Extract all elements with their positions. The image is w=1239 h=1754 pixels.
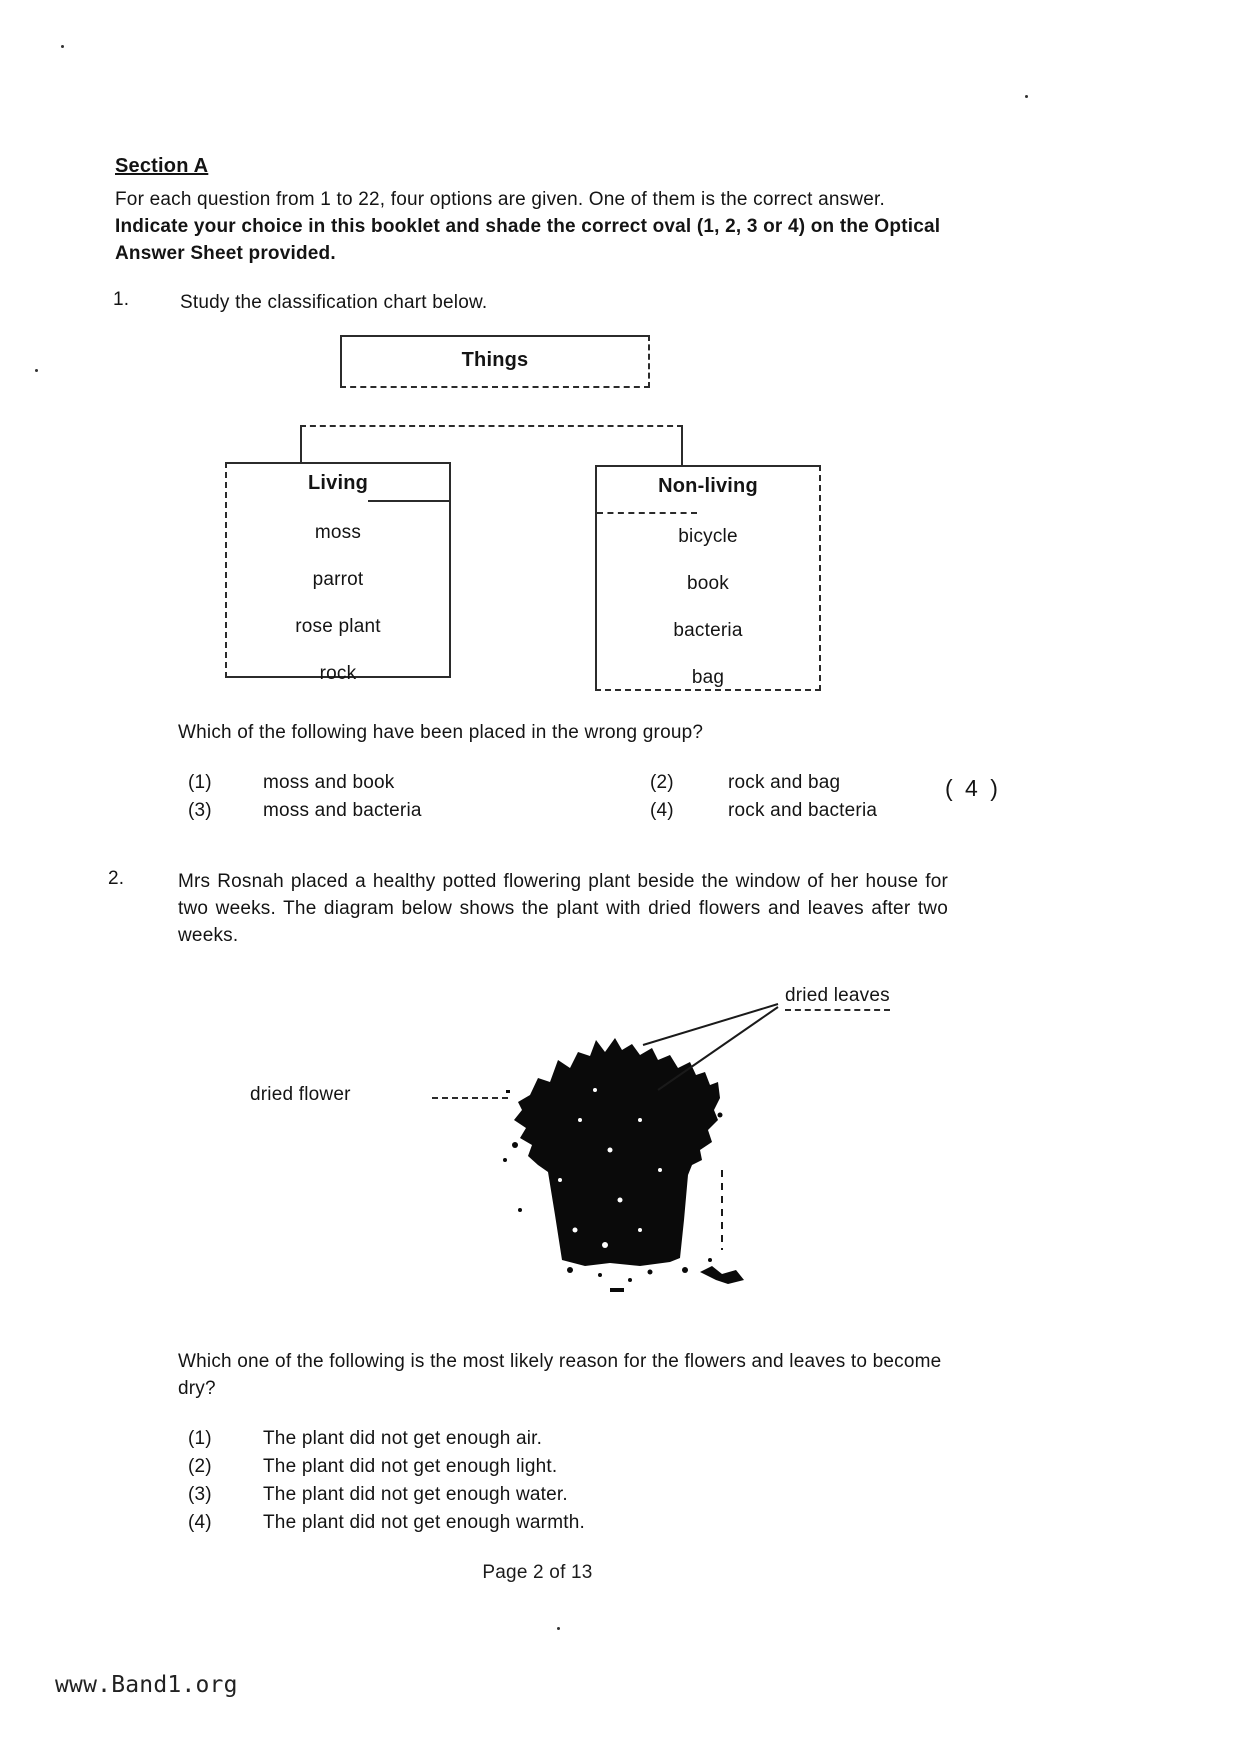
scan-speck bbox=[35, 369, 38, 372]
section-title: Section A bbox=[115, 155, 209, 177]
chart-living-title: Living bbox=[307, 472, 369, 494]
dried-leaves-label: dried leaves bbox=[785, 985, 890, 1011]
chart-living-item: rock bbox=[319, 663, 357, 684]
q1-option-1-text: moss and book bbox=[263, 772, 395, 793]
q2-option-1-text: The plant did not get enough air. bbox=[263, 1428, 543, 1449]
chart-living-item: parrot bbox=[312, 569, 364, 590]
q2-option-1-num: (1) bbox=[188, 1428, 212, 1449]
chart-nonliving-title: Non-living bbox=[658, 475, 758, 497]
plant-silhouette bbox=[514, 1038, 720, 1266]
chart-branch-stub-right bbox=[681, 425, 683, 466]
scan-speck bbox=[557, 1627, 560, 1630]
chart-nonliving-item: bacteria bbox=[673, 620, 743, 641]
q1-option-3-text: moss and bacteria bbox=[263, 800, 422, 821]
dried-leaves-pointer-line bbox=[643, 1004, 778, 1045]
q1-option-4-text: rock and bacteria bbox=[728, 800, 878, 821]
scan-speck bbox=[61, 45, 64, 48]
chart-living-item: rose plant bbox=[295, 616, 381, 637]
instructions-normal: For each question from 1 to 22, four options are given. One of them is the correct answer. bbox=[115, 189, 885, 210]
plant-debris bbox=[700, 1266, 744, 1284]
q1-option-4-num: (4) bbox=[650, 800, 674, 821]
q2-option-4-text: The plant did not get enough warmth. bbox=[263, 1512, 585, 1533]
chart-nonliving-item: bicycle bbox=[678, 526, 738, 547]
q1-prompt: Study the classification chart below. bbox=[180, 292, 488, 313]
watermark-url: www.Band1.org bbox=[55, 1672, 238, 1698]
chart-living-box bbox=[225, 462, 451, 684]
q2-option-2-text: The plant did not get enough light. bbox=[263, 1456, 558, 1477]
q2-option-3-text: The plant did not get enough water. bbox=[263, 1484, 568, 1505]
chart-living-title-rule bbox=[368, 500, 451, 502]
chart-nonliving-box bbox=[595, 465, 821, 691]
chart-living-item: moss bbox=[314, 522, 362, 543]
instructions-bold: Indicate your choice in this booklet and shade the correct oval (1, 2, 3 or 4) on the Optical Answer Sheet provided. bbox=[115, 216, 941, 264]
chart-nonliving-item: bag bbox=[691, 667, 725, 688]
dried-leaves-pointer-line bbox=[658, 1007, 778, 1090]
q1-number: 1. bbox=[113, 289, 130, 310]
q2-option-3-num: (3) bbox=[188, 1484, 212, 1505]
q2-number: 2. bbox=[108, 868, 125, 889]
q1-option-2-num: (2) bbox=[650, 772, 674, 793]
q1-option-1-num: (1) bbox=[188, 772, 212, 793]
chart-root-box bbox=[340, 335, 650, 388]
chart-branch-stub-left bbox=[300, 425, 302, 462]
q2-option-2-num: (2) bbox=[188, 1456, 212, 1477]
q1-option-2-text: rock and bag bbox=[728, 772, 841, 793]
q2-prompt: Mrs Rosnah placed a healthy potted flowering plant beside the window of her house for two weeks. The diagram below shows the plant with dried flowers and leaves after two weeks. bbox=[178, 871, 948, 946]
dried-plant-image bbox=[400, 960, 920, 1300]
dried-flower-label: dried flower bbox=[250, 1084, 351, 1105]
chart-nonliving-item: book bbox=[686, 573, 729, 594]
scan-speck bbox=[1025, 95, 1028, 98]
chart-nonliving-title-rule bbox=[597, 512, 697, 514]
q1-option-3-num: (3) bbox=[188, 800, 212, 821]
chart-branch-line bbox=[300, 425, 683, 427]
q2-option-4-num: (4) bbox=[188, 1512, 212, 1533]
q2-question: Which one of the following is the most likely reason for the flowers and leaves to become dry? bbox=[178, 1351, 942, 1399]
chart-root-label: Things bbox=[461, 349, 529, 371]
q1-question: Which of the following have been placed in the wrong group? bbox=[178, 722, 704, 743]
section-instructions bbox=[115, 186, 963, 267]
page-number-footer: Page 2 of 13 bbox=[482, 1562, 593, 1583]
q1-answer-mark: ( 4 ) bbox=[945, 775, 1001, 801]
